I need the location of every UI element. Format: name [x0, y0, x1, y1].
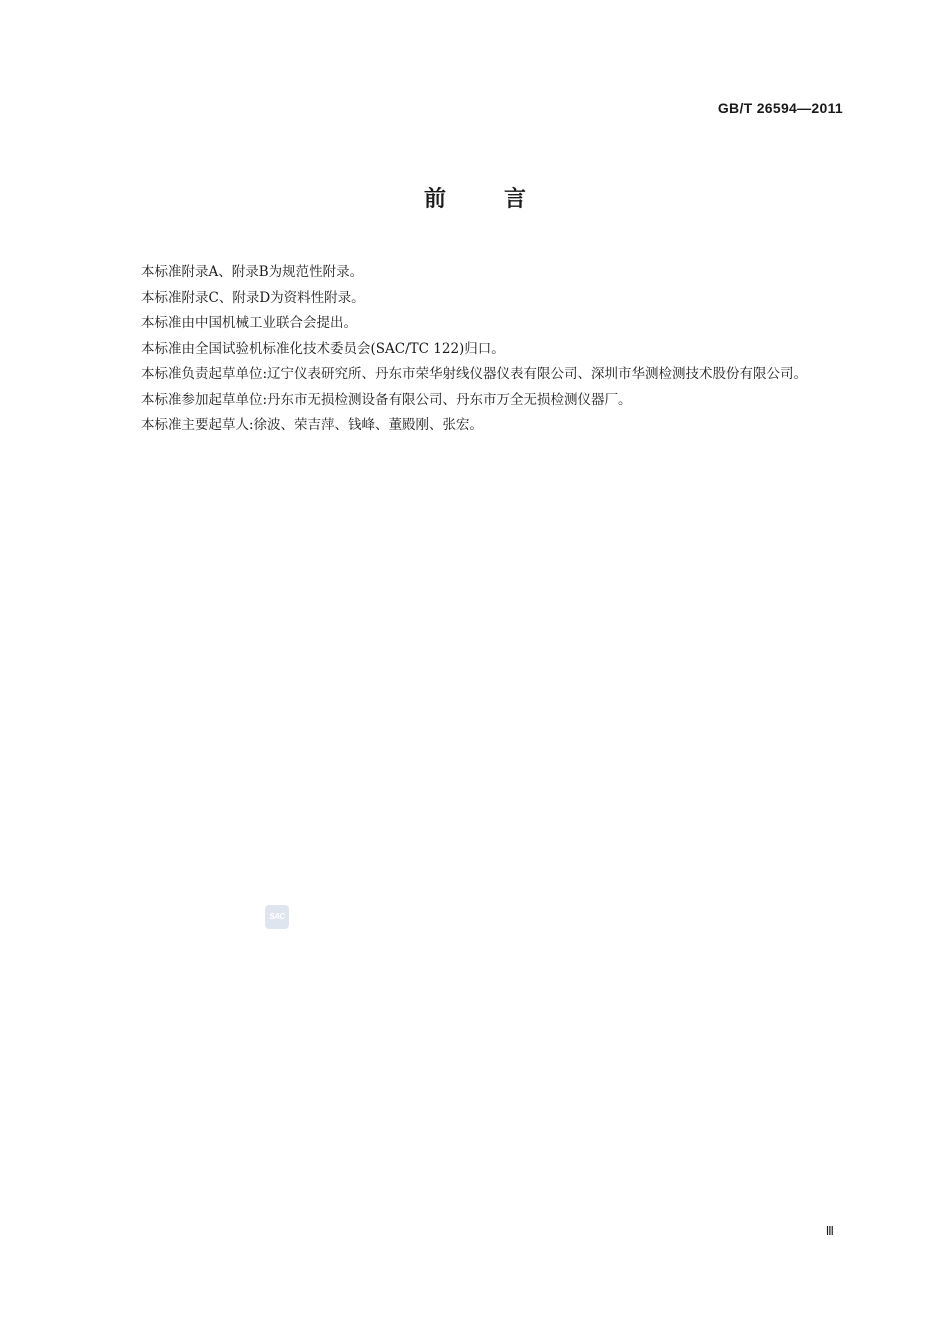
- standard-number: GB/T 26594—2011: [717, 100, 843, 116]
- paragraph: 本标准参加起草单位:丹东市无损检测设备有限公司、丹东市万全无损检测仪器厂。: [141, 391, 632, 408]
- foreword-body: [109, 260, 843, 439]
- title-char-1: 前: [423, 187, 446, 212]
- paragraph: 本标准附录C、附录D为资料性附录。: [141, 289, 365, 306]
- paragraph: 本标准主要起草人:徐波、荣吉萍、钱峰、董殿刚、张宏。: [141, 417, 484, 433]
- paragraph: 本标准附录A、附录B为规范性附录。: [141, 264, 364, 280]
- sac-watermark-logo: SAC: [265, 905, 289, 929]
- page-number: Ⅲ: [825, 1224, 834, 1238]
- paragraph: 本标准负责起草单位:辽宁仪表研究所、丹东市荣华射线仪器仪表有限公司、深圳市华测检测技术股份有限公司。: [141, 366, 808, 382]
- paragraph: 本标准由全国试验机标准化技术委员会(SAC/TC 122)归口。: [141, 340, 505, 357]
- paragraph: 本标准由中国机械工业联合会提出。: [141, 315, 357, 331]
- title-char-2: 言: [504, 187, 527, 212]
- page-title: [0, 182, 950, 213]
